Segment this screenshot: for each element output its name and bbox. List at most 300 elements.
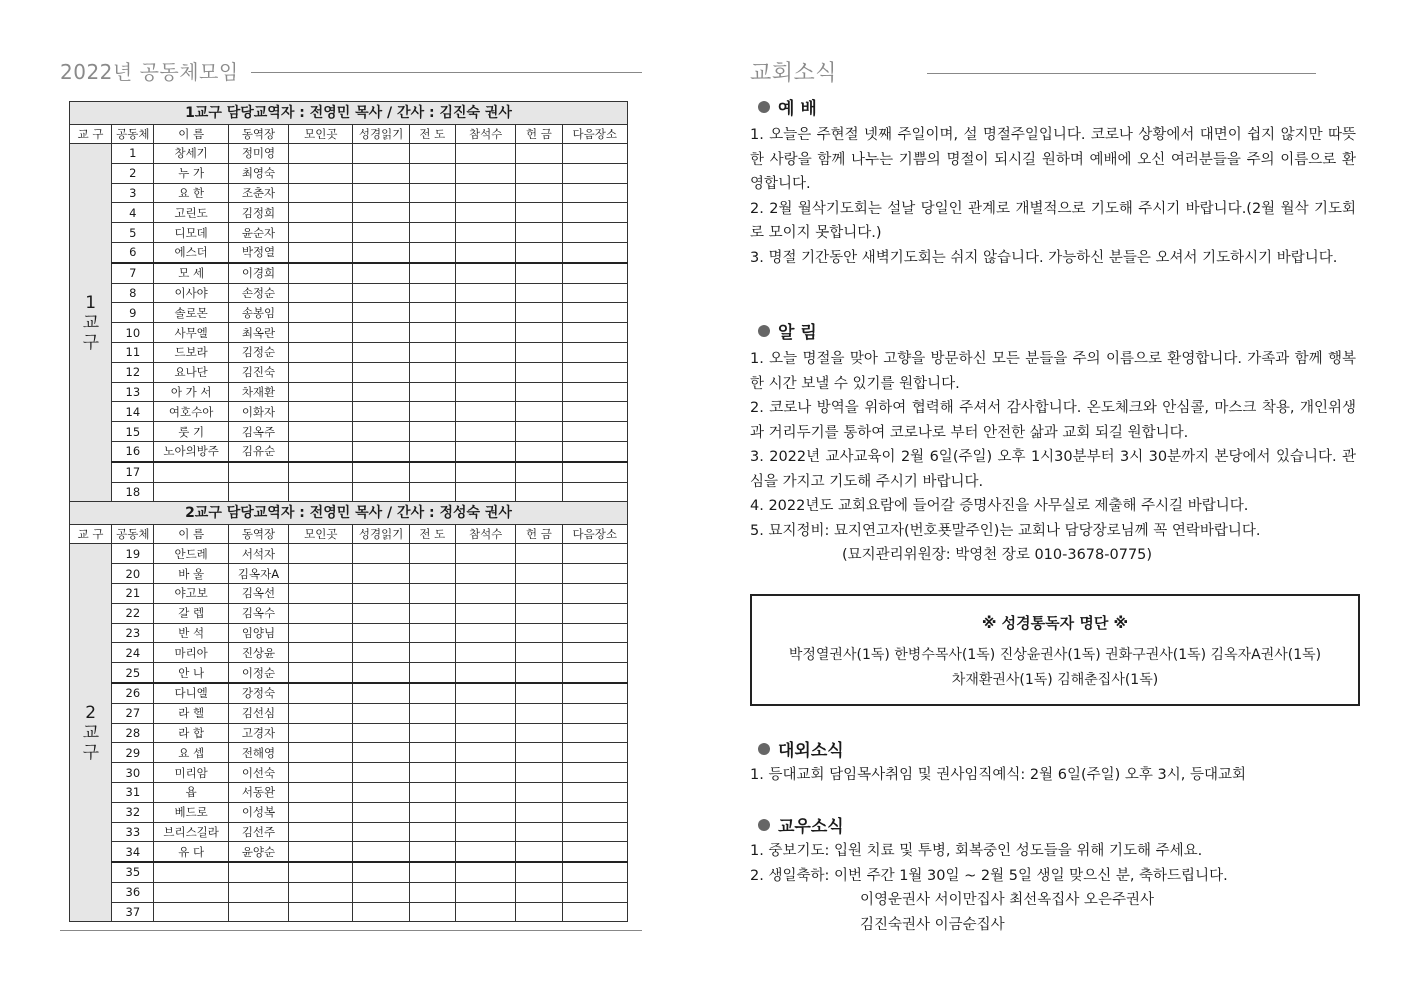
empty-cell[interactable] [353,663,409,683]
empty-cell[interactable] [409,782,455,802]
empty-cell[interactable] [353,703,409,723]
empty-cell[interactable] [562,183,627,203]
empty-cell[interactable] [289,782,353,802]
empty-cell[interactable] [353,242,409,262]
empty-cell[interactable] [409,223,455,243]
empty-cell[interactable] [516,603,562,623]
community-name: 디모데 [154,223,228,243]
empty-cell[interactable] [455,623,515,643]
empty-cell[interactable] [289,623,353,643]
empty-cell[interactable] [289,544,353,564]
empty-cell[interactable] [516,223,562,243]
leader-name: 윤순자 [228,223,288,243]
empty-cell[interactable] [516,303,562,323]
empty-cell[interactable] [409,802,455,822]
members-section [750,812,1356,937]
empty-cell[interactable] [562,822,627,842]
empty-cell[interactable] [455,422,515,442]
column-header: 헌 금 [516,525,562,544]
empty-cell[interactable] [289,382,353,402]
table-row [70,882,628,902]
empty-cell[interactable] [289,564,353,584]
empty-cell[interactable] [409,441,455,461]
empty-cell[interactable] [455,564,515,584]
empty-cell[interactable] [353,683,409,703]
empty-cell[interactable] [353,603,409,623]
empty-cell[interactable] [516,441,562,461]
empty-cell[interactable] [516,242,562,262]
empty-cell[interactable] [455,862,515,882]
empty-cell[interactable] [516,862,562,882]
empty-cell[interactable] [562,643,627,663]
empty-cell[interactable] [353,763,409,783]
empty-cell[interactable] [516,802,562,822]
table-row [70,422,628,442]
community-name: 요 한 [154,183,228,203]
empty-cell[interactable] [353,882,409,902]
column-header: 참석수 [455,125,515,144]
empty-cell[interactable] [353,144,409,164]
leader-name: 임양님 [228,623,288,643]
empty-cell[interactable] [409,382,455,402]
empty-cell[interactable] [455,382,515,402]
empty-cell[interactable] [353,303,409,323]
empty-cell[interactable] [516,623,562,643]
empty-cell[interactable] [562,223,627,243]
empty-cell[interactable] [516,382,562,402]
empty-cell[interactable] [409,482,455,502]
empty-cell[interactable] [289,802,353,822]
district-header-row [70,102,628,125]
community-number: 28 [112,723,154,743]
empty-cell[interactable] [353,842,409,862]
empty-cell[interactable] [353,862,409,882]
empty-cell[interactable] [455,283,515,303]
empty-cell[interactable] [455,643,515,663]
empty-cell[interactable] [516,362,562,382]
empty-cell[interactable] [409,663,455,683]
empty-cell[interactable] [353,362,409,382]
community-name: 이사야 [154,283,228,303]
empty-cell[interactable] [562,323,627,343]
empty-cell[interactable] [353,564,409,584]
notice-item-5: 5. 묘지정비: 묘지연고자(번호푯말주인)는 교회나 담당장로님께 꼭 연락바랍니다. [750,522,1261,539]
empty-cell[interactable] [409,643,455,663]
empty-cell[interactable] [353,441,409,461]
empty-cell[interactable] [516,683,562,703]
empty-cell[interactable] [353,283,409,303]
empty-cell[interactable] [409,242,455,262]
empty-cell[interactable] [562,263,627,283]
empty-cell[interactable] [353,583,409,603]
empty-cell[interactable] [289,283,353,303]
empty-cell[interactable] [289,323,353,343]
empty-cell[interactable] [353,223,409,243]
birthday-names-2: 김진숙권사 이금순집사 [860,916,1005,933]
empty-cell[interactable] [409,422,455,442]
column-header: 성경읽기 [353,525,409,544]
empty-cell[interactable] [289,723,353,743]
worship-item-1: 1. 오늘은 주현절 넷째 주일이며, 설 명절주일입니다. 코로나 상황에서 대면이 쉽지 않지만 따뜻한 사랑을 함께 나누는 기쁨의 명절이 되시길 원하며 예배에 오신 여러분들을 주의 이름으로 환영합니다. [750,127,1356,192]
community-number: 19 [112,544,154,564]
empty-cell[interactable] [409,402,455,422]
empty-cell[interactable] [289,422,353,442]
empty-cell[interactable] [409,723,455,743]
empty-cell[interactable] [516,144,562,164]
empty-cell[interactable] [562,583,627,603]
empty-cell[interactable] [516,482,562,502]
empty-cell[interactable] [353,902,409,922]
empty-cell[interactable] [409,583,455,603]
empty-cell[interactable] [455,263,515,283]
empty-cell[interactable] [455,743,515,763]
empty-cell[interactable] [289,163,353,183]
community-name: 드보라 [154,342,228,362]
community-name: 창세기 [154,144,228,164]
leader-name: 김옥자A [228,564,288,584]
empty-cell[interactable] [353,263,409,283]
empty-cell[interactable] [562,703,627,723]
empty-cell[interactable] [455,242,515,262]
title-rule [927,73,1316,74]
empty-cell[interactable] [409,603,455,623]
empty-cell[interactable] [409,862,455,882]
empty-cell[interactable] [455,802,515,822]
column-header: 모인곳 [289,525,353,544]
empty-cell[interactable] [562,723,627,743]
leader-name: 조춘자 [228,183,288,203]
empty-cell[interactable] [409,623,455,643]
empty-cell[interactable] [289,144,353,164]
empty-cell[interactable] [289,223,353,243]
empty-cell[interactable] [562,862,627,882]
table-row [70,743,628,763]
empty-cell[interactable] [289,603,353,623]
table-row [70,862,628,882]
empty-cell[interactable] [289,663,353,683]
empty-cell[interactable] [289,263,353,283]
empty-cell[interactable] [409,822,455,842]
empty-cell[interactable] [455,842,515,862]
empty-cell[interactable] [289,441,353,461]
community-name: 솔로몬 [154,303,228,323]
empty-cell[interactable] [353,342,409,362]
empty-cell[interactable] [562,482,627,502]
empty-cell[interactable] [516,462,562,482]
empty-cell[interactable] [562,603,627,623]
empty-cell[interactable] [409,763,455,783]
leader-name [228,462,288,482]
empty-cell[interactable] [516,163,562,183]
leader-name: 서동완 [228,782,288,802]
empty-cell[interactable] [353,183,409,203]
notice-item-3: 3. 2022년 교사교육이 2월 6일(주일) 오후 1시30분부터 3시 30분까지 본당에서 있습니다. 관심을 가지고 기도해 주시기 바랍니다. [750,449,1356,490]
empty-cell[interactable] [353,462,409,482]
empty-cell[interactable] [289,882,353,902]
empty-cell[interactable] [289,842,353,862]
community-number: 36 [112,882,154,902]
empty-cell[interactable] [562,763,627,783]
empty-cell[interactable] [516,402,562,422]
empty-cell[interactable] [516,323,562,343]
community-number: 17 [112,462,154,482]
empty-cell[interactable] [455,782,515,802]
empty-cell[interactable] [516,822,562,842]
column-header: 이 름 [154,125,228,144]
empty-cell[interactable] [289,822,353,842]
empty-cell[interactable] [409,323,455,343]
empty-cell[interactable] [289,242,353,262]
community-number: 9 [112,303,154,323]
empty-cell[interactable] [289,583,353,603]
empty-cell[interactable] [353,163,409,183]
empty-cell[interactable] [353,623,409,643]
empty-cell[interactable] [409,342,455,362]
empty-cell[interactable] [455,183,515,203]
table-row [70,342,628,362]
empty-cell[interactable] [409,683,455,703]
empty-cell[interactable] [455,763,515,783]
roster-section-title [60,56,642,85]
empty-cell[interactable] [562,303,627,323]
empty-cell[interactable] [516,263,562,283]
leader-name: 이선숙 [228,763,288,783]
empty-cell[interactable] [409,564,455,584]
empty-cell[interactable] [562,802,627,822]
empty-cell[interactable] [353,482,409,502]
empty-cell[interactable] [455,163,515,183]
empty-cell[interactable] [562,743,627,763]
empty-cell[interactable] [289,643,353,663]
empty-cell[interactable] [562,144,627,164]
empty-cell[interactable] [562,283,627,303]
leader-name [228,902,288,922]
empty-cell[interactable] [289,862,353,882]
members-item-1: 1. 중보기도: 입원 치료 및 투병, 회복중인 성도들을 위해 기도해 주세요. [750,843,1203,859]
empty-cell[interactable] [455,603,515,623]
empty-cell[interactable] [516,703,562,723]
table-row [70,802,628,822]
empty-cell[interactable] [353,802,409,822]
empty-cell[interactable] [409,362,455,382]
empty-cell[interactable] [353,382,409,402]
district-label [70,144,112,502]
empty-cell[interactable] [562,902,627,922]
table-row [70,603,628,623]
bullet-icon [758,743,770,755]
table-row [70,663,628,683]
empty-cell[interactable] [562,242,627,262]
empty-cell[interactable] [516,723,562,743]
empty-cell[interactable] [409,703,455,723]
empty-cell[interactable] [409,144,455,164]
column-header: 공동체 [112,125,154,144]
empty-cell[interactable] [516,663,562,683]
empty-cell[interactable] [289,902,353,922]
empty-cell[interactable] [455,462,515,482]
empty-cell[interactable] [289,743,353,763]
table-row [70,564,628,584]
empty-cell[interactable] [455,703,515,723]
empty-cell[interactable] [516,422,562,442]
empty-cell[interactable] [289,342,353,362]
worship-item-2: 2. 2월 월삭기도회는 설날 당일인 관계로 개별적으로 기도해 주시기 바랍니다.(2월 월삭 기도회로 모이지 못합니다.) [750,200,1356,241]
empty-cell[interactable] [455,223,515,243]
empty-cell[interactable] [516,283,562,303]
empty-cell[interactable] [409,283,455,303]
empty-cell[interactable] [562,462,627,482]
community-name [154,882,228,902]
community-number: 22 [112,603,154,623]
empty-cell[interactable] [516,743,562,763]
empty-cell[interactable] [516,643,562,663]
news-section-title [750,56,1360,87]
empty-cell[interactable] [409,263,455,283]
column-header: 모인곳 [289,125,353,144]
news-title: 교회소식 [750,61,838,86]
empty-cell[interactable] [289,183,353,203]
column-header: 교 구 [70,525,112,544]
empty-cell[interactable] [562,441,627,461]
empty-cell[interactable] [516,763,562,783]
empty-cell[interactable] [562,362,627,382]
empty-cell[interactable] [562,623,627,643]
empty-cell[interactable] [562,564,627,584]
empty-cell[interactable] [562,882,627,902]
empty-cell[interactable] [562,382,627,402]
community-number: 26 [112,683,154,703]
table-row [70,583,628,603]
empty-cell[interactable] [562,203,627,223]
community-number: 2 [112,163,154,183]
empty-cell[interactable] [409,902,455,922]
district-label [70,544,112,922]
empty-cell[interactable] [455,441,515,461]
leader-name: 김선심 [228,703,288,723]
empty-cell[interactable] [409,842,455,862]
empty-cell[interactable] [455,723,515,743]
empty-cell[interactable] [353,743,409,763]
empty-cell[interactable] [516,203,562,223]
empty-cell[interactable] [562,342,627,362]
empty-cell[interactable] [353,643,409,663]
empty-cell[interactable] [562,663,627,683]
empty-cell[interactable] [353,402,409,422]
empty-cell[interactable] [409,882,455,902]
empty-cell[interactable] [455,323,515,343]
empty-cell[interactable] [562,163,627,183]
empty-cell[interactable] [516,782,562,802]
table-row [70,223,628,243]
leader-name: 김정희 [228,203,288,223]
empty-cell[interactable] [409,462,455,482]
empty-cell[interactable] [353,422,409,442]
empty-cell[interactable] [455,203,515,223]
empty-cell[interactable] [455,402,515,422]
empty-cell[interactable] [455,144,515,164]
table-row [70,462,628,482]
community-number: 5 [112,223,154,243]
empty-cell[interactable] [289,402,353,422]
empty-cell[interactable] [516,183,562,203]
empty-cell[interactable] [455,663,515,683]
empty-cell[interactable] [455,683,515,703]
empty-cell[interactable] [562,782,627,802]
empty-cell[interactable] [409,303,455,323]
empty-cell[interactable] [289,303,353,323]
empty-cell[interactable] [455,482,515,502]
empty-cell[interactable] [353,203,409,223]
empty-cell[interactable] [516,902,562,922]
community-name: 브리스길라 [154,822,228,842]
empty-cell[interactable] [516,564,562,584]
empty-cell[interactable] [289,482,353,502]
empty-cell[interactable] [409,183,455,203]
notices-heading: 알 림 [778,323,817,343]
empty-cell[interactable] [289,203,353,223]
empty-cell[interactable] [353,782,409,802]
empty-cell[interactable] [516,342,562,362]
empty-cell[interactable] [455,342,515,362]
bible-box-line-2: 차재환권사(1독) 김해춘집사(1독) [951,672,1159,688]
empty-cell[interactable] [455,902,515,922]
bullet-icon [758,101,770,113]
empty-cell[interactable] [409,743,455,763]
table-row [70,822,628,842]
community-number: 12 [112,362,154,382]
community-name: 요 셉 [154,743,228,763]
empty-cell[interactable] [516,882,562,902]
leader-name: 김정순 [228,342,288,362]
notice-item-4: 4. 2022년도 교회요람에 들어갈 증명사진을 사무실로 제출해 주시길 바랍니다. [750,498,1249,514]
empty-cell[interactable] [409,544,455,564]
empty-cell[interactable] [409,163,455,183]
table-row [70,263,628,283]
empty-cell[interactable] [455,303,515,323]
empty-cell[interactable] [455,362,515,382]
community-number: 37 [112,902,154,922]
empty-cell[interactable] [353,323,409,343]
empty-cell[interactable] [562,422,627,442]
empty-cell[interactable] [562,402,627,422]
empty-cell[interactable] [562,842,627,862]
empty-cell[interactable] [455,583,515,603]
empty-cell[interactable] [516,544,562,564]
empty-cell[interactable] [353,822,409,842]
empty-cell[interactable] [353,544,409,564]
community-name: 룻 기 [154,422,228,442]
empty-cell[interactable] [516,842,562,862]
empty-cell[interactable] [455,822,515,842]
table-row [70,203,628,223]
community-number: 7 [112,263,154,283]
community-name: 바 울 [154,564,228,584]
empty-cell[interactable] [562,683,627,703]
empty-cell[interactable] [289,703,353,723]
empty-cell[interactable] [516,583,562,603]
empty-cell[interactable] [289,462,353,482]
community-name [154,462,228,482]
empty-cell[interactable] [353,723,409,743]
empty-cell[interactable] [289,362,353,382]
empty-cell[interactable] [455,544,515,564]
table-row [70,623,628,643]
empty-cell[interactable] [409,203,455,223]
empty-cell[interactable] [289,683,353,703]
empty-cell[interactable] [455,882,515,902]
empty-cell[interactable] [562,544,627,564]
empty-cell[interactable] [289,763,353,783]
